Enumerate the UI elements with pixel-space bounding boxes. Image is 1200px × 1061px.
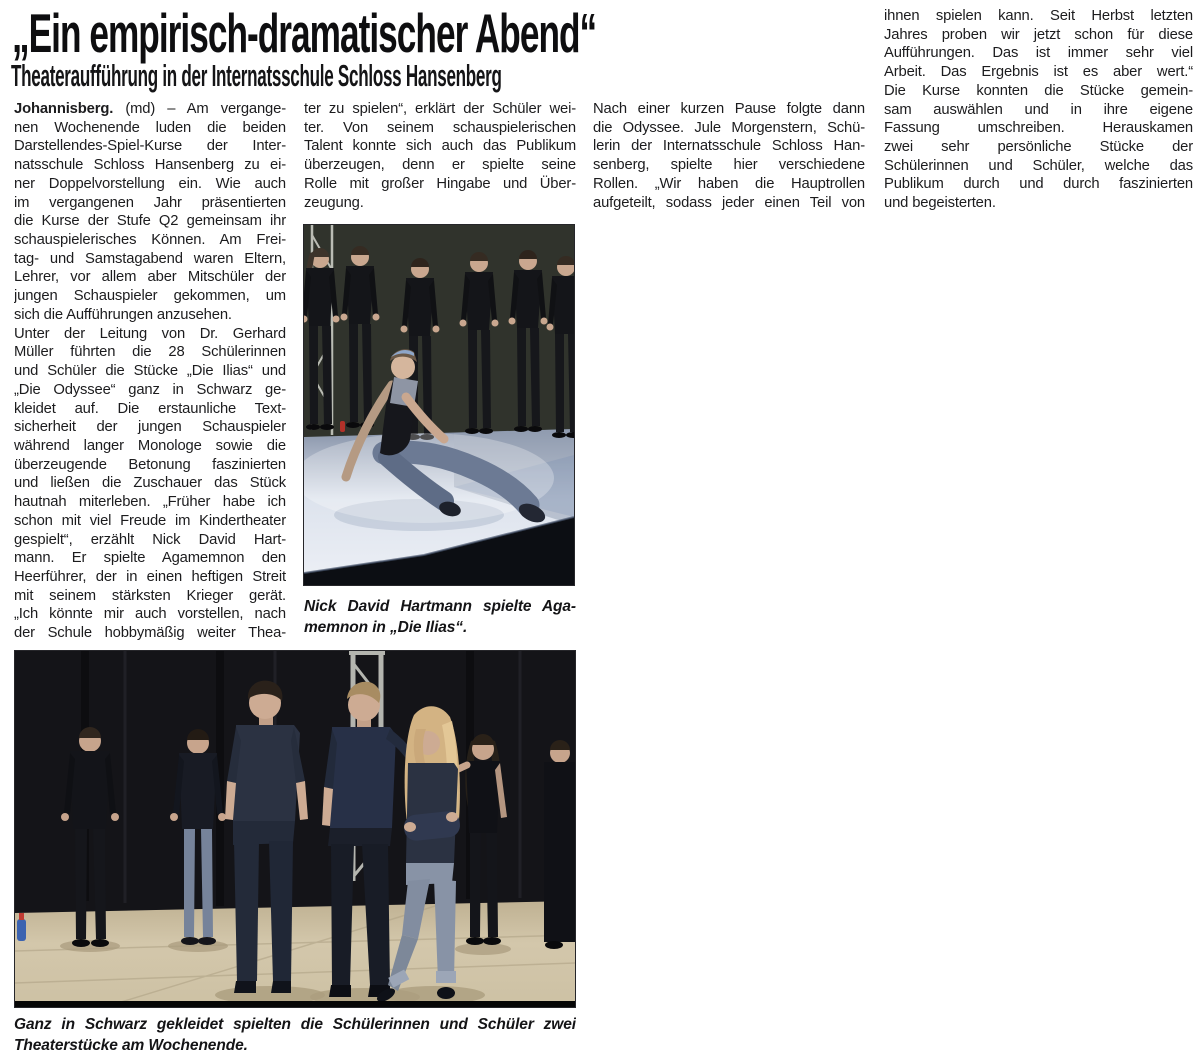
article-column-2 bbox=[304, 100, 576, 212]
text-line: schon mit viel Freude im Kindertheater bbox=[14, 512, 286, 529]
text-line: schauspielerisches Können. Am Frei- bbox=[14, 232, 286, 249]
text-line: Unter der Leitung von Dr. Gerhard bbox=[14, 325, 286, 342]
text-line: während langer Monologe sowie die bbox=[14, 437, 286, 454]
text-line: aufgeteilt, sodass jeder einen Teil von bbox=[593, 194, 865, 211]
article-column-3 bbox=[593, 100, 865, 212]
photo-bottom-edge bbox=[15, 1001, 575, 1007]
text-line: und begeisterten. bbox=[884, 195, 996, 212]
text-line: jungen Schauspieler gekommen, um bbox=[14, 288, 286, 305]
text-line: nen Wochenende luden die beiden bbox=[14, 119, 286, 136]
stage-photo-group-graphic bbox=[15, 651, 575, 1007]
text-line: Schülerinnen und Schüler, welche das bbox=[884, 157, 1193, 174]
text-line: Rolle mit großer Hingabe und Über- bbox=[304, 175, 576, 192]
text-line: und ließen die Zuschauer das Stück bbox=[14, 475, 286, 492]
article-column-4 bbox=[884, 7, 1193, 213]
stage-photo-ilias-graphic bbox=[304, 225, 574, 585]
text-line: die Kurse der Stufe Q2 gemeinsam ihr bbox=[14, 213, 286, 230]
text-line: Nach einer kurzen Pause folgte dann bbox=[593, 101, 865, 117]
text-line: Fassung umschreiben. Herauskamen bbox=[884, 120, 1193, 137]
text-line: senberg, spielte hier verschiedene bbox=[593, 157, 865, 174]
stage-photo-group bbox=[14, 650, 576, 1008]
text-line: sam auswählen und in ihre eigene bbox=[884, 101, 1193, 118]
text-line: Arbeit. Das Ergebnis ist es aber wert.“ bbox=[884, 64, 1193, 81]
text-line: Rollen. „Wir haben die Hauptrollen bbox=[593, 175, 865, 192]
text-line: überzeugende Betonung faszinierten bbox=[14, 456, 286, 473]
stage-photo-ilias bbox=[303, 224, 575, 586]
article-subheadline: Theateraufführung in der Internatsschule Schloss Hansenberg bbox=[11, 58, 502, 93]
text-line: zwei sehr persönliche Stücke der bbox=[884, 139, 1193, 156]
text-line: kleidet auf. Die erstaunliche Text- bbox=[14, 400, 286, 417]
text-line: Johannisberg. (md) – Am vergange- bbox=[14, 101, 286, 117]
photo-caption-group bbox=[14, 1014, 576, 1056]
text-line: ner Doppelvorstellung ein. Wie auch bbox=[14, 175, 286, 192]
text-line: tag- und Samstagabend waren Eltern, bbox=[14, 250, 286, 267]
text-line: sich die Aufführungen anzusehen. bbox=[14, 306, 232, 323]
bottle bbox=[340, 421, 345, 432]
text-line: Die Kurse konnten die Stücke gemein- bbox=[884, 82, 1193, 99]
text-line: Darstellendes-Spiel-Kurse der Inter- bbox=[14, 138, 286, 155]
text-line: Lehrer, vor allem aber Mitschüler der bbox=[14, 269, 286, 286]
foreground-actors bbox=[215, 681, 485, 1006]
text-line: Jahres proben wir jetzt schon für diese bbox=[884, 26, 1193, 43]
text-line: der Schule hobbymäßig weiter Thea- bbox=[14, 625, 286, 642]
text-line: gespielt“, erzählt Nick David Hart- bbox=[14, 531, 286, 548]
text-line: Aufführungen. Das ist immer sehr viel bbox=[884, 45, 1193, 62]
text-line: Heerführer, der in einen heftigen Streit bbox=[14, 568, 286, 585]
text-line: ter. Von seinem schauspielerischen bbox=[304, 119, 576, 136]
text-line: „Die Odyssee“ ganz in Schwarz ge- bbox=[14, 381, 286, 398]
text-line: überzeugen, denn er spielte seine bbox=[304, 157, 576, 174]
text-line: im vergangenen Jahr präsentierten bbox=[14, 194, 286, 211]
text-line: und Schüler die Stücke „Die Ilias“ und bbox=[14, 363, 286, 380]
text-line: Publikum durch und durch faszinierten bbox=[884, 176, 1193, 193]
article-headline: „Ein empirisch-dramatischer Abend“ bbox=[12, 2, 597, 64]
text-line: Müller führten die 28 Schülerinnen bbox=[14, 344, 286, 361]
text-line: die Odyssee. Jule Morgenstern, Schü- bbox=[593, 119, 865, 136]
text-line: sicherheit der jungen Schauspieler bbox=[14, 419, 286, 436]
text-line: memnon in „Die Ilias“. bbox=[304, 619, 468, 636]
article-column-1 bbox=[14, 100, 286, 643]
text-line: Nick David Hartmann spielte Aga- bbox=[304, 598, 576, 615]
text-line: zeugung. bbox=[304, 194, 364, 211]
text-line: Ganz in Schwarz gekleidet spielten die Schülerinnen und Schüler zwei bbox=[14, 1016, 576, 1033]
text-line: mit seinem stärksten Krieger gerät. bbox=[14, 587, 286, 604]
photo-caption-ilias bbox=[304, 596, 576, 638]
text-line: Talent konnte sich auch das Publikum bbox=[304, 138, 576, 155]
text-line: lerin der Internatsschule Schloss Han- bbox=[593, 138, 865, 155]
text-line: ter zu spielen“, erklärt der Schüler wei- bbox=[304, 101, 576, 117]
text-line: „Ich könnte mir auch vorstellen, nach bbox=[14, 606, 286, 623]
text-line: ihnen spielen kann. Seit Herbst letzten bbox=[884, 8, 1193, 24]
text-line: hautnah miterleben. „Früher habe ich bbox=[14, 494, 286, 511]
text-line: mann. Er spielte Agamemnon den bbox=[14, 550, 286, 567]
text-line: Theaterstücke am Wochenende. bbox=[14, 1037, 248, 1054]
text-line: natsschule Schloss Hansenberg zu ei- bbox=[14, 157, 286, 174]
